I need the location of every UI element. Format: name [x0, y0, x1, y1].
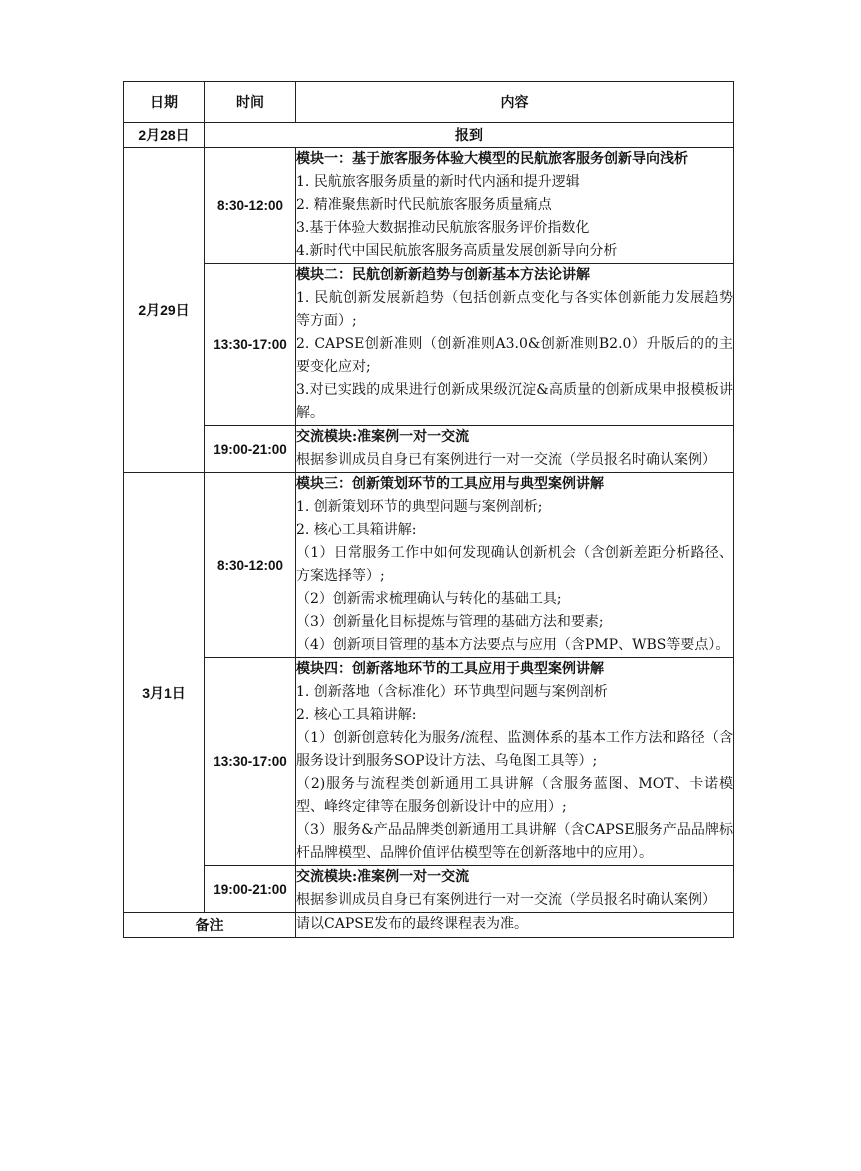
module-item: 2. CAPSE创新准则（创新准则A3.0&创新准则B2.0）升版后的的主要变化应对;: [296, 336, 733, 375]
module-title: 交流模块:准案例一对一交流: [296, 429, 470, 445]
table-row: [124, 148, 734, 264]
schedule-table: [123, 81, 734, 938]
module-item: 1. 民航创新发展新趋势（包括创新点变化与各实体创新能力发展趋势等方面）;: [296, 290, 733, 329]
module-item: 1. 创新策划环节的典型问题与案例剖析;: [296, 499, 543, 515]
table-row: [124, 866, 734, 913]
module-item: 2. 核心工具箱讲解:: [296, 707, 417, 723]
module-item: 4.新时代中国民航旅客服务高质量发展创新导向分析: [296, 243, 618, 259]
session-content: [296, 264, 734, 426]
module-item: 1. 创新落地（含标准化）环节典型问题与案例剖析: [296, 684, 608, 700]
module-item: 根据参训成员自身已有案例进行一对一交流（学员报名时确认案例）: [296, 452, 716, 468]
header-time: 时间: [205, 82, 296, 123]
header-row: [124, 82, 734, 123]
header-date: 日期: [124, 82, 205, 123]
table-row: [124, 658, 734, 866]
header-content: 内容: [296, 82, 734, 123]
module-item: （2)服务与流程类创新通用工具讲解（含服务蓝图、MOT、卡诺模型、峰终定律等在服务创新设计中的应用）;: [296, 776, 733, 815]
session-content: [296, 866, 734, 913]
table-row: [124, 473, 734, 658]
session-time: 13:30-17:00: [205, 658, 296, 866]
module-item: （3）创新量化目标提炼与管理的基础方法和要素;: [296, 614, 604, 630]
session-time: 8:30-12:00: [205, 148, 296, 264]
note-text: 请以CAPSE发布的最终课程表为准。: [296, 913, 734, 938]
module-item: （1）日常服务工作中如何发现确认创新机会（含创新差距分析路径、方案选择等）;: [296, 545, 733, 584]
module-item: 2. 核心工具箱讲解:: [296, 522, 417, 538]
session-time: 19:00-21:00: [205, 866, 296, 913]
session-time: 19:00-21:00: [205, 426, 296, 473]
registration-text: 报到: [205, 123, 734, 148]
module-title: 模块二：民航创新新趋势与创新基本方法论讲解: [296, 267, 590, 283]
registration-date: 2月28日: [124, 123, 205, 148]
session-content: [296, 426, 734, 473]
registration-row: [124, 123, 734, 148]
table-row: [124, 426, 734, 473]
module-item: （3）服务&产品品牌类创新通用工具讲解（含CAPSE服务产品品牌标杆品牌模型、品牌价值评估模型等在创新落地中的应用）。: [296, 822, 733, 861]
session-content: [296, 148, 734, 264]
module-item: 2. 精准聚焦新时代民航旅客服务质量痛点: [296, 197, 552, 213]
module-title: 交流模块:准案例一对一交流: [296, 869, 470, 885]
module-item: （2）创新需求梳理确认与转化的基础工具;: [296, 591, 562, 607]
module-item: 3.基于体验大数据推动民航旅客服务评价指数化: [296, 220, 590, 236]
module-title: 模块一：基于旅客服务体验大模型的民航旅客服务创新导向浅析: [296, 151, 688, 167]
module-item: 3.对已实践的成果进行创新成果级沉淀&高质量的创新成果申报模板讲解。: [296, 382, 733, 421]
note-label: 备注: [124, 913, 296, 938]
module-item: 根据参训成员自身已有案例进行一对一交流（学员报名时确认案例）: [296, 892, 716, 908]
module-item: （1）创新创意转化为服务/流程、监测体系的基本工作方法和路径（含服务设计到服务SOP设计方法、乌龟图工具等）;: [296, 730, 733, 769]
module-item: （4）创新项目管理的基本方法要点与应用（含PMP、WBS等要点）。: [296, 637, 730, 653]
note-row: [124, 913, 734, 938]
session-content: [296, 473, 734, 658]
module-title: 模块三：创新策划环节的工具应用与典型案例讲解: [296, 476, 604, 492]
session-time: 8:30-12:00: [205, 473, 296, 658]
module-title: 模块四：创新落地环节的工具应用于典型案例讲解: [296, 661, 604, 677]
day-date: 2月29日: [124, 148, 205, 473]
day-date: 3月1日: [124, 473, 205, 913]
module-item: 1. 民航旅客服务质量的新时代内涵和提升逻辑: [296, 174, 580, 190]
session-content: [296, 658, 734, 866]
session-time: 13:30-17:00: [205, 264, 296, 426]
table-row: [124, 264, 734, 426]
